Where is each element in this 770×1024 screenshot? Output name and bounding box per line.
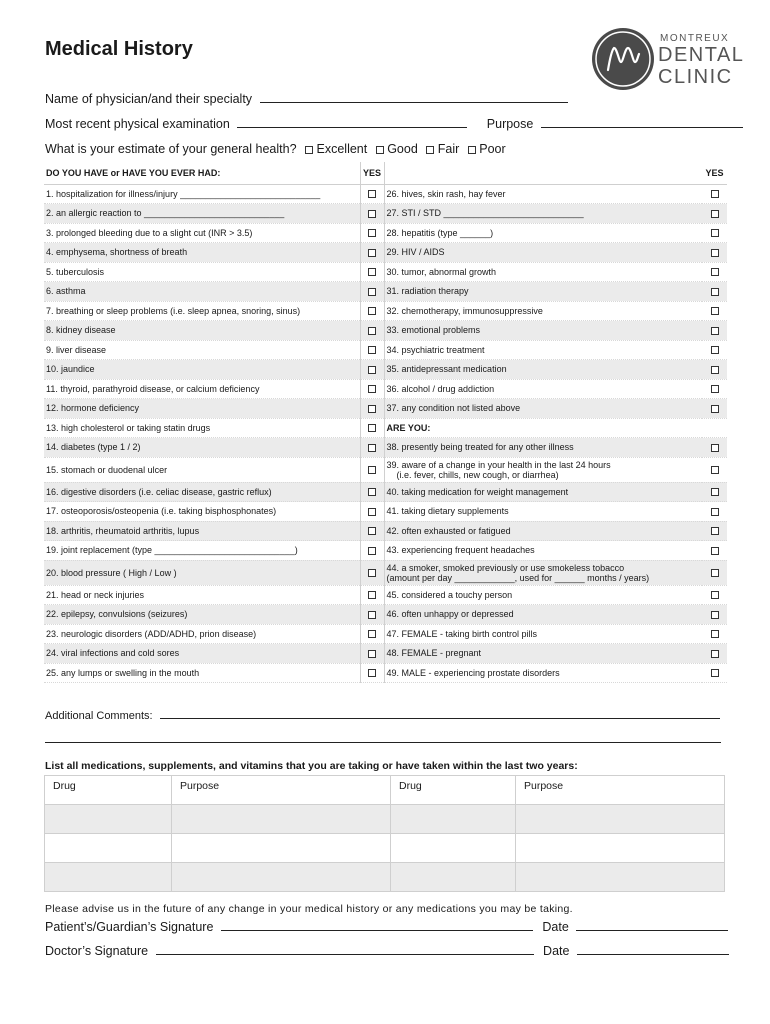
comments-field-line2[interactable] bbox=[45, 735, 721, 743]
condition-subtext: (amount per day ____________, used for ______ months / years) bbox=[386, 572, 650, 583]
clinic-logo bbox=[592, 28, 745, 92]
condition-label bbox=[384, 184, 702, 204]
excellent-checkbox[interactable] bbox=[305, 146, 313, 154]
history-row bbox=[44, 184, 727, 204]
patient-signature-label: Patient’s/Guardian’s Signature bbox=[45, 920, 214, 934]
yes-checkbox[interactable] bbox=[368, 650, 376, 658]
history-row bbox=[44, 243, 727, 263]
drug-field[interactable] bbox=[45, 834, 172, 863]
condition-label bbox=[384, 301, 702, 321]
condition-label: 9. liver disease bbox=[44, 340, 360, 360]
yes-checkbox[interactable] bbox=[711, 210, 719, 218]
yes-checkbox[interactable] bbox=[368, 630, 376, 638]
patient-date-label: Date bbox=[542, 920, 569, 934]
history-row bbox=[44, 301, 727, 321]
history-row bbox=[44, 321, 727, 341]
condition-label bbox=[384, 482, 702, 502]
yes-checkbox[interactable] bbox=[711, 190, 719, 198]
drug-field[interactable] bbox=[391, 863, 516, 892]
condition-text: 45. considered a touchy person bbox=[386, 589, 513, 600]
condition-label: 5. tuberculosis bbox=[44, 262, 360, 282]
condition-label bbox=[384, 644, 702, 664]
health-row bbox=[45, 142, 506, 156]
comments-row bbox=[45, 708, 720, 722]
yes-checkbox[interactable] bbox=[368, 488, 376, 496]
yes-checkbox[interactable] bbox=[711, 527, 719, 535]
yes-checkbox[interactable] bbox=[368, 424, 376, 432]
condition-label bbox=[384, 340, 702, 360]
condition-text: 26. hives, skin rash, hay fever bbox=[386, 188, 506, 199]
yes-checkbox[interactable] bbox=[711, 249, 719, 257]
good-checkbox[interactable] bbox=[376, 146, 384, 154]
medications-table bbox=[44, 775, 725, 892]
med-header-purpose-2: Purpose bbox=[516, 776, 725, 805]
yes-checkbox[interactable] bbox=[368, 210, 376, 218]
condition-text: 49. MALE - experiencing prostate disorders bbox=[386, 667, 560, 678]
drug-field[interactable] bbox=[45, 805, 172, 834]
med-header-purpose-1: Purpose bbox=[172, 776, 391, 805]
condition-label: 22. epilepsy, convulsions (seizures) bbox=[44, 605, 360, 625]
history-row bbox=[44, 521, 727, 541]
logo-monogram-icon bbox=[592, 28, 654, 90]
condition-label: 7. breathing or sleep problems (i.e. sleep apnea, snoring, sinus) bbox=[44, 301, 360, 321]
yes-checkbox[interactable] bbox=[711, 307, 719, 315]
history-row bbox=[44, 624, 727, 644]
yes-checkbox[interactable] bbox=[711, 346, 719, 354]
yes-checkbox[interactable] bbox=[711, 488, 719, 496]
condition-text: 32. chemotherapy, immunosuppressive bbox=[386, 305, 543, 316]
history-row bbox=[44, 399, 727, 419]
purpose-field[interactable] bbox=[172, 834, 391, 863]
logo-text-line3: CLINIC bbox=[658, 66, 733, 88]
condition-label: 6. asthma bbox=[44, 282, 360, 302]
condition-text: 44. a smoker, smoked previously or use smokeless tobacco bbox=[386, 562, 625, 573]
condition-label bbox=[384, 663, 702, 683]
yes-checkbox[interactable] bbox=[711, 591, 719, 599]
yes-checkbox[interactable] bbox=[368, 444, 376, 452]
history-row bbox=[44, 663, 727, 683]
yes-checkbox[interactable] bbox=[368, 547, 376, 555]
doctor-signature-label: Doctor’s Signature bbox=[45, 944, 149, 958]
history-table bbox=[44, 162, 727, 683]
condition-text: 31. radiation therapy bbox=[386, 286, 469, 297]
condition-label bbox=[384, 321, 702, 341]
medication-row bbox=[45, 805, 725, 834]
yes-header-right: YES bbox=[702, 162, 727, 184]
condition-label bbox=[384, 605, 702, 625]
history-row bbox=[44, 541, 727, 561]
yes-checkbox[interactable] bbox=[368, 591, 376, 599]
history-row bbox=[44, 560, 727, 585]
condition-label: 21. head or neck injuries bbox=[44, 585, 360, 605]
yes-checkbox[interactable] bbox=[711, 630, 719, 638]
comments-label: Additional Comments: bbox=[45, 710, 153, 722]
purpose-field[interactable] bbox=[541, 117, 743, 128]
yes-checkbox[interactable] bbox=[368, 190, 376, 198]
yes-checkbox[interactable] bbox=[368, 327, 376, 335]
drug-field[interactable] bbox=[391, 834, 516, 863]
condition-text: 29. HIV / AIDS bbox=[386, 247, 445, 258]
condition-label: 11. thyroid, parathyroid disease, or calcium deficiency bbox=[44, 379, 360, 399]
yes-checkbox[interactable] bbox=[711, 547, 719, 555]
condition-label: 15. stomach or duodenal ulcer bbox=[44, 457, 360, 482]
fair-label: Fair bbox=[437, 142, 460, 156]
condition-text: 37. any condition not listed above bbox=[386, 403, 521, 414]
condition-label bbox=[384, 399, 702, 419]
condition-text: 40. taking medication for weight management bbox=[386, 486, 569, 497]
physician-field[interactable] bbox=[260, 92, 568, 103]
med-header-drug-2: Drug bbox=[391, 776, 516, 805]
poor-checkbox[interactable] bbox=[468, 146, 476, 154]
exam-row bbox=[45, 117, 743, 131]
yes-checkbox[interactable] bbox=[368, 249, 376, 257]
condition-text: 39. aware of a change in your health in the last 24 hours bbox=[386, 459, 611, 470]
patient-signature-row bbox=[45, 920, 728, 934]
yes-checkbox[interactable] bbox=[711, 508, 719, 516]
history-row bbox=[44, 204, 727, 224]
yes-checkbox[interactable] bbox=[368, 466, 376, 474]
exam-field[interactable] bbox=[237, 117, 467, 128]
medications-header-row bbox=[45, 776, 725, 805]
condition-label bbox=[384, 560, 702, 585]
yes-checkbox[interactable] bbox=[711, 268, 719, 276]
history-row bbox=[44, 585, 727, 605]
patient-date-field[interactable] bbox=[576, 920, 728, 931]
history-row bbox=[44, 438, 727, 458]
condition-text: 46. often unhappy or depressed bbox=[386, 609, 514, 620]
purpose-field[interactable] bbox=[172, 805, 391, 834]
condition-label: 3. prolonged bleeding due to a slight cut (INR > 3.5) bbox=[44, 223, 360, 243]
health-question: What is your estimate of your general health? bbox=[45, 142, 297, 156]
condition-label bbox=[384, 360, 702, 380]
yes-checkbox[interactable] bbox=[711, 229, 719, 237]
condition-label: 12. hormone deficiency bbox=[44, 399, 360, 419]
yes-checkbox[interactable] bbox=[711, 385, 719, 393]
left-header: DO YOU HAVE or HAVE YOU EVER HAD: bbox=[44, 162, 360, 184]
condition-label: 19. joint replacement (type ____________________________) bbox=[44, 541, 360, 561]
condition-label: 10. jaundice bbox=[44, 360, 360, 380]
yes-checkbox[interactable] bbox=[368, 527, 376, 535]
condition-label bbox=[384, 624, 702, 644]
doctor-date-label: Date bbox=[543, 944, 570, 958]
logo-text-line2: DENTAL bbox=[658, 44, 745, 66]
history-row bbox=[44, 644, 727, 664]
yes-checkbox[interactable] bbox=[711, 669, 719, 677]
yes-checkbox[interactable] bbox=[711, 650, 719, 658]
condition-text: 30. tumor, abnormal growth bbox=[386, 266, 497, 277]
condition-text: 43. experiencing frequent headaches bbox=[386, 545, 535, 556]
condition-subtext: (i.e. fever, chills, new cough, or diarrhea) bbox=[396, 469, 559, 480]
yes-checkbox[interactable] bbox=[368, 508, 376, 516]
yes-checkbox[interactable] bbox=[711, 466, 719, 474]
condition-text: 41. taking dietary supplements bbox=[386, 506, 509, 517]
condition-text: 33. emotional problems bbox=[386, 325, 481, 336]
purpose-label: Purpose bbox=[486, 117, 534, 131]
condition-text: 42. often exhausted or fatigued bbox=[386, 525, 511, 536]
condition-label bbox=[384, 262, 702, 282]
patient-signature-field[interactable] bbox=[221, 920, 533, 931]
history-row bbox=[44, 457, 727, 482]
history-row bbox=[44, 360, 727, 380]
yes-checkbox[interactable] bbox=[711, 366, 719, 374]
condition-label bbox=[384, 282, 702, 302]
condition-label: 14. diabetes (type 1 / 2) bbox=[44, 438, 360, 458]
medications-title: List all medications, supplements, and vitamins that you are taking or have taken within the last two years: bbox=[45, 760, 578, 772]
yes-checkbox[interactable] bbox=[368, 288, 376, 296]
condition-label: 1. hospitalization for illness/injury ____________________________ bbox=[44, 184, 360, 204]
yes-checkbox[interactable] bbox=[368, 366, 376, 374]
advisory-note: Please advise us in the future of any change in your medical history or any medications you may be taking. bbox=[45, 903, 573, 915]
history-row bbox=[44, 482, 727, 502]
fair-checkbox[interactable] bbox=[426, 146, 434, 154]
condition-label: 16. digestive disorders (i.e. celiac disease, gastric reflux) bbox=[44, 482, 360, 502]
physician-label: Name of physician/and their specialty bbox=[45, 92, 253, 106]
page-title: Medical History bbox=[45, 38, 193, 60]
yes-checkbox[interactable] bbox=[368, 229, 376, 237]
history-row bbox=[44, 379, 727, 399]
doctor-signature-row bbox=[45, 944, 729, 958]
exam-label: Most recent physical examination bbox=[45, 117, 230, 131]
yes-checkbox[interactable] bbox=[368, 385, 376, 393]
drug-field[interactable] bbox=[45, 863, 172, 892]
yes-checkbox[interactable] bbox=[368, 611, 376, 619]
condition-label bbox=[384, 502, 702, 522]
condition-text: 47. FEMALE - taking birth control pills bbox=[386, 628, 538, 639]
poor-label: Poor bbox=[479, 142, 506, 156]
yes-checkbox[interactable] bbox=[711, 405, 719, 413]
condition-label: 20. blood pressure ( High / Low ) bbox=[44, 560, 360, 585]
condition-text: 48. FEMALE - pregnant bbox=[386, 648, 482, 659]
condition-label bbox=[384, 457, 702, 482]
history-row bbox=[44, 418, 727, 438]
condition-text: 34. psychiatric treatment bbox=[386, 344, 485, 355]
condition-text: 35. antidepressant medication bbox=[386, 364, 507, 375]
history-row bbox=[44, 282, 727, 302]
condition-label bbox=[384, 541, 702, 561]
yes-checkbox[interactable] bbox=[368, 669, 376, 677]
drug-field[interactable] bbox=[391, 805, 516, 834]
medication-row bbox=[45, 863, 725, 892]
condition-label bbox=[384, 204, 702, 224]
history-row bbox=[44, 502, 727, 522]
history-row bbox=[44, 262, 727, 282]
condition-text: 27. STI / STD ____________________________ bbox=[386, 208, 584, 219]
history-row bbox=[44, 223, 727, 243]
yes-checkbox[interactable] bbox=[711, 327, 719, 335]
yes-checkbox[interactable] bbox=[368, 307, 376, 315]
purpose-field[interactable] bbox=[516, 834, 725, 863]
history-table-header bbox=[44, 162, 727, 184]
condition-label: 8. kidney disease bbox=[44, 321, 360, 341]
doctor-date-field[interactable] bbox=[577, 944, 729, 955]
condition-label: 23. neurologic disorders (ADD/ADHD, prion disease) bbox=[44, 624, 360, 644]
yes-checkbox[interactable] bbox=[368, 268, 376, 276]
condition-label bbox=[384, 438, 702, 458]
condition-label: 4. emphysema, shortness of breath bbox=[44, 243, 360, 263]
history-row bbox=[44, 340, 727, 360]
condition-label: 17. osteoporosis/osteopenia (i.e. taking bisphosphonates) bbox=[44, 502, 360, 522]
yes-checkbox[interactable] bbox=[711, 288, 719, 296]
condition-label bbox=[384, 223, 702, 243]
good-label: Good bbox=[387, 142, 418, 156]
yes-checkbox[interactable] bbox=[368, 346, 376, 354]
condition-text: 38. presently being treated for any other illness bbox=[386, 442, 574, 453]
medication-row bbox=[45, 834, 725, 863]
physician-row bbox=[45, 92, 568, 106]
yes-checkbox[interactable] bbox=[711, 569, 719, 577]
yes-header-left: YES bbox=[360, 162, 384, 184]
history-row bbox=[44, 605, 727, 625]
purpose-field[interactable] bbox=[516, 805, 725, 834]
yes-checkbox[interactable] bbox=[711, 611, 719, 619]
condition-label: 18. arthritis, rheumatoid arthritis, lupus bbox=[44, 521, 360, 541]
condition-label bbox=[384, 585, 702, 605]
yes-checkbox[interactable] bbox=[368, 405, 376, 413]
doctor-signature-field[interactable] bbox=[156, 944, 534, 955]
purpose-field[interactable] bbox=[516, 863, 725, 892]
med-header-drug-1: Drug bbox=[45, 776, 172, 805]
condition-text: 28. hepatitis (type ______) bbox=[386, 227, 494, 238]
condition-label: 2. an allergic reaction to ____________________________ bbox=[44, 204, 360, 224]
condition-label: 13. high cholesterol or taking statin drugs bbox=[44, 418, 360, 438]
condition-label: 24. viral infections and cold sores bbox=[44, 644, 360, 664]
condition-label bbox=[384, 521, 702, 541]
condition-label bbox=[384, 379, 702, 399]
yes-checkbox[interactable] bbox=[368, 569, 376, 577]
condition-label bbox=[384, 243, 702, 263]
comments-field[interactable] bbox=[160, 708, 720, 719]
excellent-label: Excellent bbox=[316, 142, 368, 156]
condition-label: 25. any lumps or swelling in the mouth bbox=[44, 663, 360, 683]
logo-text-line1: MONTREUX bbox=[660, 33, 730, 44]
yes-checkbox[interactable] bbox=[711, 444, 719, 452]
purpose-field[interactable] bbox=[172, 863, 391, 892]
condition-text: 36. alcohol / drug addiction bbox=[386, 383, 495, 394]
are-you-header: ARE YOU: bbox=[384, 418, 702, 438]
